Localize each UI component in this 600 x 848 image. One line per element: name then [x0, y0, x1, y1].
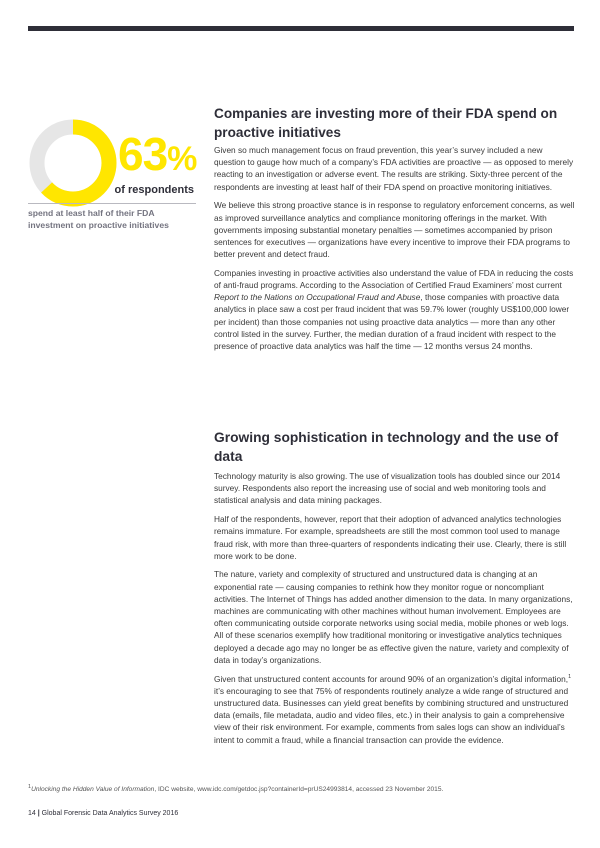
stat-unit: of respondents — [114, 184, 194, 196]
stat-number-value: 63 — [118, 128, 168, 180]
footer-title: Global Forensic Data Analytics Survey 2016 — [41, 810, 179, 817]
top-rule — [28, 26, 574, 31]
text-run: Companies investing in proactive activities also understand the value of FDA in reducing the costs of anti-fraud programs. According to the Association of Certified Fraud Examiners’ most current — [214, 267, 574, 291]
section-heading-proactive: Companies are investing more of their FDA spend on proactive initiatives — [214, 106, 558, 140]
footnote — [28, 783, 576, 793]
stat-percent-sign: % — [167, 140, 197, 178]
section-proactive — [214, 104, 576, 359]
stat-divider — [28, 203, 196, 204]
footnote-ref: 1 — [568, 673, 572, 680]
page-footer — [28, 810, 178, 817]
footnote-title: Unlocking the Hidden Value of Information — [31, 786, 155, 793]
paragraph — [214, 673, 576, 746]
stat-caption: spend at least half of their FDA investment on proactive initiatives — [28, 208, 169, 230]
paragraph: We believe this strong proactive stance is in response to regulatory enforcement concerns, as well as improved surveillance analytics and compliance monitoring offerings in the market. With governments imposing substantial monetary penalties — sometimes accompanied by prison sentences for executives — organizations have every incentive to improve their FDA programs to better prevent and detect fraud. — [214, 200, 575, 260]
text-run: it’s encouraging to see that 75% of respondents routinely analyze a wide range of structured and unstructured data. Businesses can yield great benefits by combining structured and unstructured data (emails, file metadata, audio and video files, etc.) in their analysis to gain a comprehensive view of their risk environment. For example, comments from sales logs can show an individual’s intent to commit a fraud, while a financial transaction can provide the evidence. — [214, 685, 569, 745]
paragraph: The nature, variety and complexity of structured and unstructured data is changing at an exponential rate — causing companies to rethink how they monitor rogue or noncompliant activities. The Internet of Things has added another dimension to the data. In many organizations, machines are communicating with other machines without human involvement. Employees are often communicating outside corporate networks using social media, mobile phones or web logs. All of these scenarios exemplify how traditional monitoring or investigative analytics techniques deployed a decade ago may no longer be as effective given the nature, variety and complexity of data in today’s organizations. — [214, 569, 573, 665]
report-title: Report to the Nations on Occupational Fraud and Abuse — [214, 292, 421, 303]
text-run: , those companies with proactive data analytics in place saw a cost per fraud incident that was 59.7% lower (roughly US$100,000 lower per incident) than those companies not using proactive data analytics — more than any other control listed in the survey. Further, the median duration of a fraud incident with respect to the presence of proactive data analytics was half the time — 12 months versus 24 months. — [214, 292, 570, 352]
paragraph: Technology maturity is also growing. The use of visualization tools has doubled since our 2014 survey. Respondents also report the increasing use of social and web monitoring tools and statistical analysis and data mining packages. — [214, 471, 561, 506]
text-run: Given that unstructured content accounts for around 90% of an organization’s digital information, — [214, 673, 569, 684]
section-heading-technology: Growing sophistication in technology and the use of data — [214, 430, 559, 464]
page-number: 14 — [28, 810, 36, 817]
paragraph — [214, 267, 576, 352]
stat-number — [118, 128, 197, 180]
footnote-number: 1 — [28, 783, 32, 790]
footer-separator: | — [35, 810, 42, 817]
paragraph: Given so much management focus on fraud prevention, this year’s survey included a new question to gauge how much of a company’s FDA activities are proactive — as opposed to merely reacting to an investigation or adverse event. The results are striking. Sixty-three percent of the respondents are investing at least half of their FDA spend on proactive monitoring initiatives. — [214, 145, 574, 192]
footnote-text: , IDC website, www.idc.com/getdoc.jsp?containerId=prUS24993814, accessed 23 November 2015. — [154, 786, 444, 793]
paragraph: Half of the respondents, however, report that their adoption of advanced analytics technologies remains immature. For example, spreadsheets are still the most common tool used to manage fraud risk, with more than three-quarters of respondents indicating their use. Clearly, there is still more work to be done. — [214, 514, 567, 561]
section-technology — [214, 428, 576, 752]
